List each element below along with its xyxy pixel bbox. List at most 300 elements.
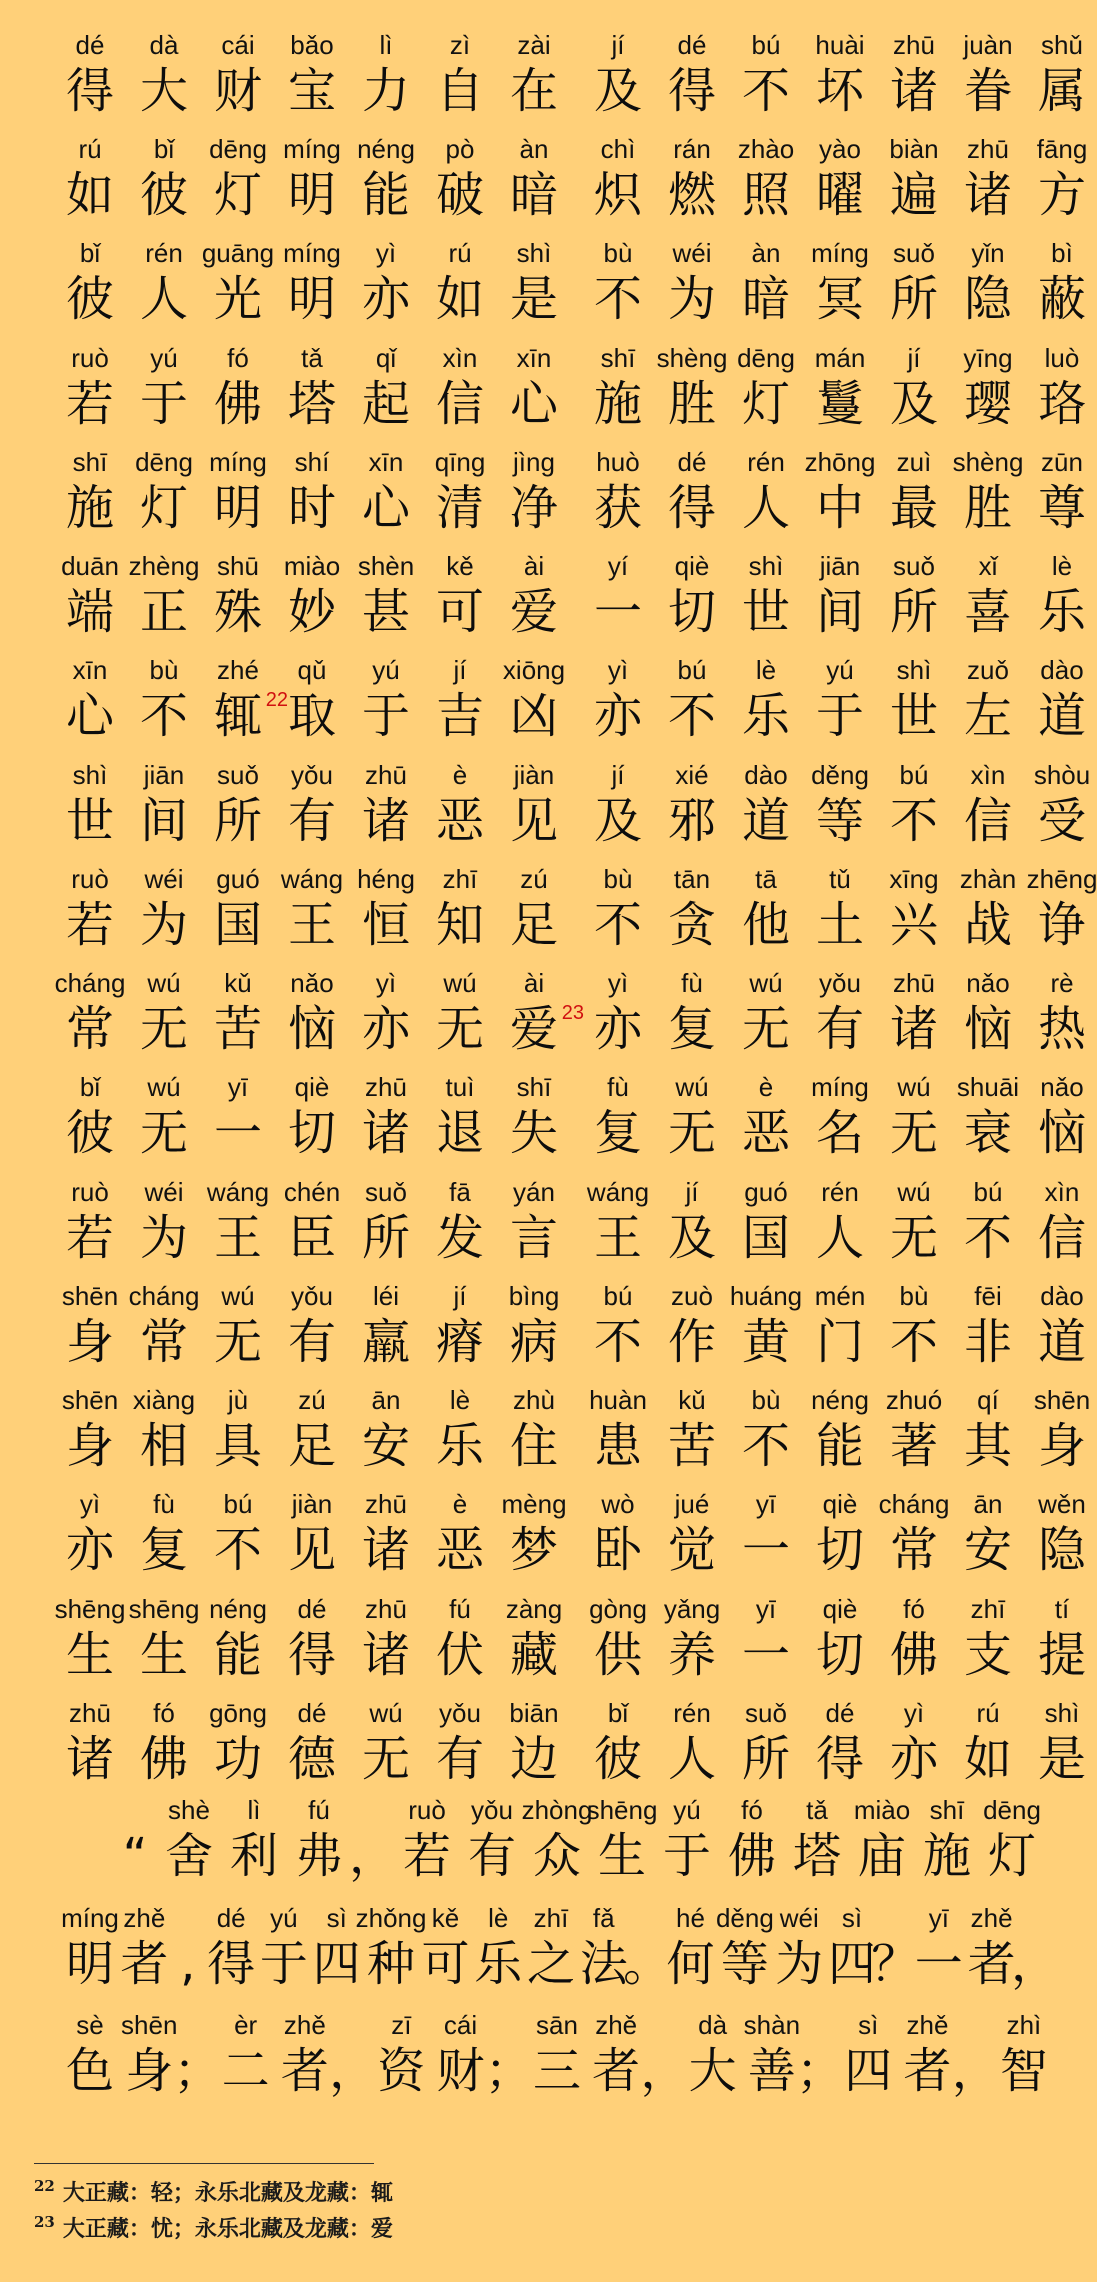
hanzi: 贪 [667, 897, 716, 953]
character-unit [210, 1072, 266, 1176]
verse-line-left [62, 1281, 562, 1385]
character-unit [590, 30, 646, 134]
pinyin: wáng [206, 1177, 270, 1207]
verse-line-right [590, 343, 1090, 447]
hanzi: 亦 [65, 1522, 114, 1578]
verse-row [0, 30, 1086, 134]
character-unit [956, 1072, 1020, 1176]
hanzi: 胜 [667, 376, 716, 432]
character-unit [210, 655, 288, 759]
verse-line-left [62, 30, 562, 134]
pinyin: dào [744, 760, 788, 790]
punctuation [348, 1795, 397, 1887]
hanzi: 等 [720, 1936, 769, 1992]
hanzi: 亦 [889, 1731, 938, 1787]
character-unit [729, 1281, 803, 1385]
character-unit [1034, 1594, 1090, 1698]
hanzi: 能 [815, 1418, 864, 1474]
hanzi: 心 [65, 688, 114, 744]
pinyin: zhū [69, 1698, 111, 1728]
hanzi: 大 [139, 63, 188, 119]
pinyin: jí [685, 1177, 699, 1207]
character-unit [960, 343, 1016, 447]
hanzi: 瘠 [435, 1314, 484, 1370]
hanzi: 王 [287, 897, 336, 953]
pinyin: rén [673, 1698, 711, 1728]
pinyin: jí [611, 760, 625, 790]
hanzi: 施 [922, 1828, 971, 1884]
hanzi: 三 [532, 2043, 581, 2099]
punctuation [871, 1903, 920, 1995]
character-unit [773, 1903, 826, 1995]
hanzi: 人 [741, 480, 790, 536]
pinyin: shì [72, 760, 108, 790]
hanzi: 彼 [593, 1731, 642, 1787]
pinyin: dà [698, 2010, 728, 2040]
pinyin: cháng [878, 1489, 950, 1519]
hanzi: 臣 [287, 1210, 336, 1266]
character-unit [358, 1594, 414, 1698]
character-unit [960, 760, 1016, 864]
character-unit [506, 864, 562, 968]
hanzi: 安 [963, 1522, 1012, 1578]
pinyin: yǒu [291, 760, 333, 790]
hanzi: 亦 [593, 688, 642, 744]
character-unit [136, 134, 192, 238]
hanzi: 间 [139, 793, 188, 849]
hanzi: 相 [139, 1418, 188, 1474]
character-unit [664, 760, 720, 864]
character-unit [664, 1385, 720, 1489]
character-unit [886, 1385, 942, 1489]
character-unit [284, 30, 340, 134]
character-unit [206, 1177, 270, 1281]
hanzi: 善 [747, 2043, 796, 2099]
character-unit [284, 968, 340, 1072]
character-unit [358, 343, 414, 447]
pinyin: qǐ [375, 343, 397, 373]
hanzi: 兴 [889, 897, 938, 953]
character-unit [432, 238, 488, 342]
character-unit [960, 968, 1016, 1072]
hanzi: 患 [593, 1418, 642, 1474]
pinyin: yào [819, 134, 861, 164]
pinyin: yú [673, 1795, 701, 1825]
character-unit [284, 1281, 340, 1385]
pinyin: kě [431, 1903, 460, 1933]
hanzi: 不 [889, 793, 938, 849]
pinyin: qǔ [297, 655, 327, 685]
pinyin: zàng [505, 1594, 563, 1624]
pinyin: xìn [970, 760, 1006, 790]
hanzi: 于 [259, 1936, 308, 1992]
character-unit [210, 968, 266, 1072]
hanzi: 失 [509, 1105, 558, 1161]
pinyin: jiàn [291, 1489, 333, 1519]
character-unit [590, 760, 646, 864]
hanzi: 灯 [139, 480, 188, 536]
hanzi: 乐 [474, 1936, 523, 1992]
pinyin: zhōng [804, 447, 876, 477]
pinyin: bú [223, 1489, 253, 1519]
pinyin: ruò [408, 1795, 446, 1825]
hanzi: 复 [139, 1522, 188, 1578]
pinyin: rén [145, 238, 183, 268]
character-unit [854, 1795, 910, 1887]
pinyin: nǎo [966, 968, 1010, 998]
punctuation [796, 2010, 845, 2102]
hanzi: 者 [592, 2043, 641, 2099]
verse-line-right [590, 1385, 1090, 1489]
hanzi: 照 [741, 167, 790, 223]
hanzi: 不 [593, 1314, 642, 1370]
hanzi: 于 [815, 688, 864, 744]
pinyin: pò [445, 134, 475, 164]
character-unit [738, 1489, 794, 1593]
hanzi: 无 [361, 1731, 410, 1787]
pinyin: bú [899, 760, 929, 790]
pinyin: xǐ [978, 551, 998, 581]
character-unit [886, 1698, 942, 1802]
character-unit [738, 1385, 794, 1489]
pinyin: xīn [516, 343, 552, 373]
hanzi: 财 [213, 63, 262, 119]
character-unit [210, 1594, 266, 1698]
hanzi: 住 [509, 1418, 558, 1474]
pinyin: kǔ [224, 968, 252, 998]
pinyin: jiān [819, 551, 861, 581]
verse-line-left [62, 760, 562, 864]
hanzi: 无 [435, 1001, 484, 1057]
hanzi: 知 [435, 897, 484, 953]
verse-line-left [62, 238, 562, 342]
character-unit [984, 1795, 1040, 1887]
hanzi: 塔 [287, 376, 336, 432]
character-unit [664, 447, 720, 551]
pinyin: bǐ [607, 1698, 629, 1728]
hanzi: 见 [287, 1522, 336, 1578]
hanzi: 如 [65, 167, 114, 223]
hanzi: 隐 [963, 271, 1012, 327]
pinyin: ān [973, 1489, 1003, 1519]
hanzi: 资 [377, 2043, 426, 2099]
pinyin: zú [298, 1385, 326, 1415]
pinyin: yì [607, 968, 629, 998]
pinyin: rén [821, 1177, 859, 1207]
hanzi: 王 [593, 1210, 642, 1266]
hanzi: 道 [1037, 688, 1086, 744]
hanzi: 四 [312, 1936, 361, 1992]
pinyin: yì [375, 238, 397, 268]
hanzi: 炽 [593, 167, 642, 223]
character-unit [812, 343, 868, 447]
hanzi: 有 [287, 1314, 336, 1370]
character-unit [506, 30, 562, 134]
pinyin: biàn [889, 134, 939, 164]
hanzi: 觉 [667, 1522, 716, 1578]
pinyin: shī [600, 343, 636, 373]
character-unit [210, 760, 266, 864]
character-unit [62, 1903, 118, 1995]
character-unit [886, 30, 942, 134]
character-unit [432, 655, 488, 759]
pinyin: tǎ [806, 1795, 828, 1825]
pinyin: dé [216, 1903, 246, 1933]
character-unit [812, 655, 868, 759]
pinyin: yī [928, 1903, 949, 1933]
hanzi: 光 [213, 271, 262, 327]
pinyin: fù [681, 968, 703, 998]
character-unit [358, 1385, 414, 1489]
character-unit [886, 655, 942, 759]
character-unit [373, 2010, 429, 2102]
hanzi: 塔 [792, 1828, 841, 1884]
hanzi: 苦 [667, 1418, 716, 1474]
character-unit [664, 238, 720, 342]
character-unit [960, 1281, 1016, 1385]
pinyin: zhě [970, 1903, 1013, 1933]
hanzi: 常 [139, 1314, 188, 1370]
character-unit [62, 1072, 118, 1176]
hanzi: 爱 [509, 1001, 558, 1057]
character-unit [1034, 1177, 1090, 1281]
pinyin: dé [297, 1698, 327, 1728]
character-unit [812, 1281, 868, 1385]
pinyin: bǐ [153, 134, 175, 164]
character-unit [789, 1795, 845, 1887]
hanzi: ； [484, 2043, 533, 2099]
character-unit [886, 447, 942, 551]
hanzi: 能 [361, 167, 410, 223]
character-unit [590, 551, 646, 655]
character-unit [738, 864, 794, 968]
pinyin: èr [234, 2010, 258, 2040]
pinyin: wéi [144, 1177, 184, 1207]
character-unit [590, 1594, 646, 1698]
pinyin: duān [61, 551, 119, 581]
character-unit [738, 655, 794, 759]
pinyin: wěn [1038, 1489, 1086, 1519]
hanzi: 清 [435, 480, 484, 536]
verse-line-left [62, 1698, 562, 1802]
pinyin: wú [749, 968, 783, 998]
pinyin: suǒ [745, 1698, 787, 1728]
character-unit [506, 134, 562, 238]
character-unit [226, 1795, 282, 1887]
hanzi: 何 [666, 1936, 715, 1992]
character-unit [62, 864, 118, 968]
character-unit [128, 551, 200, 655]
character-unit [664, 1698, 720, 1802]
pinyin: dé [677, 30, 707, 60]
hanzi: 佛 [213, 376, 262, 432]
hanzi: 为 [139, 1210, 188, 1266]
pinyin: zhé [217, 655, 259, 685]
hanzi: 道 [1037, 1314, 1086, 1370]
pinyin: è [452, 1489, 468, 1519]
character-unit [432, 1177, 488, 1281]
hanzi: 养 [667, 1627, 716, 1683]
pinyin: yǒu [439, 1698, 481, 1728]
hanzi: 发 [435, 1210, 484, 1266]
character-unit [205, 1903, 258, 1995]
pinyin: huàn [589, 1385, 647, 1415]
pinyin: miào [283, 551, 341, 581]
hanzi: 生 [597, 1828, 646, 1884]
pinyin: bù [603, 238, 633, 268]
pinyin: xiōng [502, 655, 566, 685]
character-unit [812, 551, 868, 655]
hanzi: 中 [815, 480, 864, 536]
pinyin: luò [1044, 343, 1080, 373]
pinyin: fú [308, 1795, 330, 1825]
character-unit [804, 447, 876, 551]
hanzi: 恼 [963, 1001, 1012, 1057]
hanzi: 明 [287, 271, 336, 327]
hanzi: 诸 [361, 793, 410, 849]
hanzi: 佛 [727, 1828, 776, 1884]
pinyin: yī [227, 1072, 249, 1102]
hanzi: 在 [509, 63, 558, 119]
hanzi: 得 [65, 63, 114, 119]
pinyin: yú [150, 343, 178, 373]
character-unit [812, 1385, 868, 1489]
hanzi: 亦 [593, 1001, 642, 1057]
pinyin: zhī [970, 1594, 1006, 1624]
character-unit [284, 1177, 340, 1281]
hanzi: 国 [741, 1210, 790, 1266]
hanzi: 可 [421, 1936, 470, 1992]
hanzi: ， [951, 2043, 1000, 2099]
hanzi: 恶 [435, 793, 484, 849]
verse-line-left [62, 655, 566, 759]
hanzi: 属 [1037, 63, 1086, 119]
hanzi: 供 [593, 1627, 642, 1683]
character-unit [358, 968, 414, 1072]
hanzi: 恶 [435, 1522, 484, 1578]
hanzi: 诤 [1037, 897, 1086, 953]
hanzi: 名 [815, 1105, 864, 1161]
verse-row [0, 655, 1086, 759]
pinyin: rén [747, 447, 785, 477]
character-unit [432, 760, 488, 864]
pinyin: bù [603, 864, 633, 894]
pinyin: kǔ [678, 1385, 706, 1415]
pinyin: sān [536, 2010, 578, 2040]
character-unit [506, 343, 562, 447]
verse-row [0, 968, 1086, 1072]
punctuation [951, 2010, 1000, 2102]
hanzi: 时 [287, 480, 336, 536]
pinyin: è [758, 1072, 774, 1102]
pinyin: sè [76, 2010, 104, 2040]
hanzi: 一 [741, 1522, 790, 1578]
character-unit [358, 447, 414, 551]
verse-line-left [62, 343, 562, 447]
hanzi: 如 [963, 1731, 1012, 1787]
pinyin: biān [509, 1698, 559, 1728]
hanzi: ， [640, 2043, 689, 2099]
pinyin: tān [673, 864, 711, 894]
hanzi: 常 [889, 1522, 938, 1578]
punctuation [623, 1903, 672, 1995]
character-unit [54, 968, 126, 1072]
pinyin: yán [513, 1177, 555, 1207]
pinyin: bǐ [79, 238, 101, 268]
pinyin: wò [601, 1489, 635, 1519]
character-unit [1034, 1385, 1090, 1489]
hanzi: 有 [287, 793, 336, 849]
verse-line-left [54, 968, 584, 1072]
character-unit [506, 760, 562, 864]
pinyin: shí [294, 447, 330, 477]
pinyin: qiè [822, 1489, 858, 1519]
pinyin: jí [453, 1281, 467, 1311]
hanzi: 灯 [741, 376, 790, 432]
pinyin: qiè [674, 551, 710, 581]
hanzi: 生 [65, 1627, 114, 1683]
hanzi: 支 [963, 1627, 1012, 1683]
hanzi: 妙 [287, 584, 336, 640]
character-unit [886, 238, 942, 342]
character-unit [210, 30, 266, 134]
verse-row [0, 238, 1086, 342]
character-unit [136, 1072, 192, 1176]
verse-line-right [590, 655, 1090, 759]
character-unit [521, 1795, 593, 1887]
footnote-marker[interactable]: 23 [561, 1002, 584, 1024]
footnote-divider [34, 2163, 374, 2164]
hanzi: 为 [775, 1936, 824, 1992]
hanzi: 无 [139, 1001, 188, 1057]
character-unit [136, 447, 192, 551]
hanzi: 庙 [857, 1828, 906, 1884]
character-unit [664, 30, 720, 134]
pinyin: lè [755, 655, 777, 685]
pinyin: dé [75, 30, 105, 60]
hanzi: 得 [815, 1731, 864, 1787]
hanzi: 乐 [1037, 584, 1086, 640]
hanzi: 梦 [509, 1522, 558, 1578]
pinyin: qīng [434, 447, 486, 477]
pinyin: fó [153, 1698, 175, 1728]
character-unit [358, 1177, 414, 1281]
pinyin: dào [1040, 1281, 1084, 1311]
verse-line-right [590, 1281, 1090, 1385]
hanzi: 国 [213, 897, 262, 953]
pinyin: qí [977, 1385, 999, 1415]
pinyin: yǐn [971, 238, 1005, 268]
hanzi: 无 [667, 1105, 716, 1161]
pinyin: zhū [967, 134, 1009, 164]
character-unit [358, 30, 414, 134]
prose-line [62, 2010, 1052, 2102]
verse-line-right [590, 134, 1090, 238]
character-unit [1034, 447, 1090, 551]
pinyin: yǎng [663, 1594, 721, 1624]
pinyin: bú [603, 1281, 633, 1311]
hanzi: 无 [741, 1001, 790, 1057]
hanzi: 乐 [741, 688, 790, 744]
character-unit [960, 134, 1016, 238]
character-unit [1034, 1698, 1090, 1802]
pinyin: àn [519, 134, 549, 164]
character-unit [506, 447, 562, 551]
character-unit [284, 1594, 340, 1698]
footnote-marker[interactable]: 22 [265, 689, 288, 711]
footnote-text: 大正藏：轻；永乐北藏及龙藏：辄 [62, 2180, 393, 2206]
hanzi: 二 [221, 2043, 270, 2099]
